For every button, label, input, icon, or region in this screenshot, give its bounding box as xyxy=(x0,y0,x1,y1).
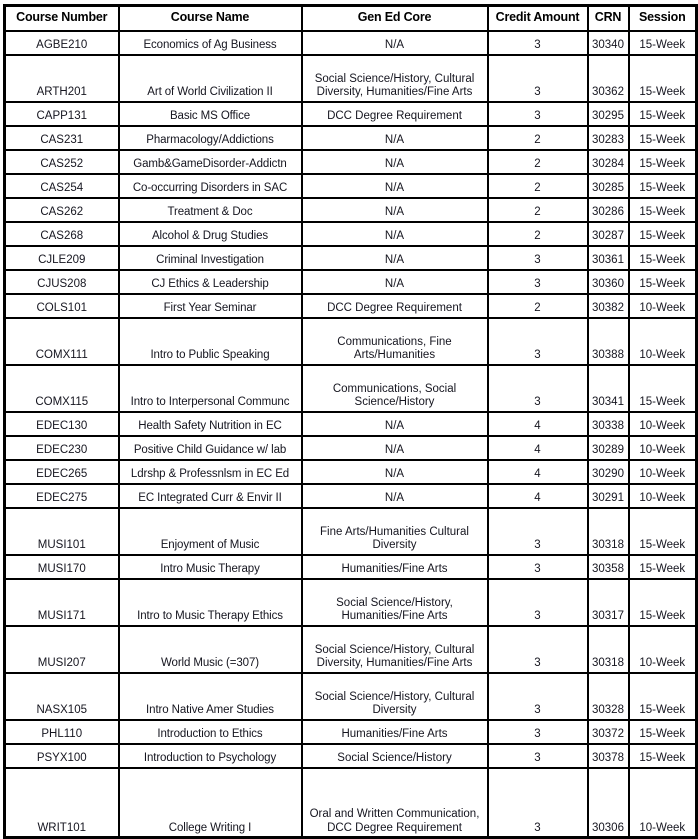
cell-credit-amount: 3 xyxy=(488,626,588,673)
cell-session: 15-Week xyxy=(629,270,697,294)
table-row[interactable] xyxy=(5,673,697,720)
cell-credit-amount: 3 xyxy=(488,246,588,270)
cell-crn: 30285 xyxy=(588,174,629,198)
cell-course-number: PHL110 xyxy=(5,720,119,744)
cell-crn: 30317 xyxy=(588,579,629,626)
cell-course-number: CAS268 xyxy=(5,222,119,246)
table-row[interactable] xyxy=(5,222,697,246)
table-row[interactable] xyxy=(5,579,697,626)
cell-crn: 30328 xyxy=(588,673,629,720)
table-row[interactable] xyxy=(5,508,697,555)
cell-session: 15-Week xyxy=(629,198,697,222)
cell-course-number: MUSI101 xyxy=(5,508,119,555)
cell-crn: 30360 xyxy=(588,270,629,294)
cell-credit-amount: 2 xyxy=(488,126,588,150)
cell-credit-amount: 3 xyxy=(488,270,588,294)
cell-credit-amount: 3 xyxy=(488,55,588,102)
cell-crn: 30286 xyxy=(588,198,629,222)
table-row[interactable] xyxy=(5,436,697,460)
cell-crn: 30287 xyxy=(588,222,629,246)
cell-credit-amount: 2 xyxy=(488,174,588,198)
table-row[interactable] xyxy=(5,31,697,55)
cell-gen-ed-core: Social Science/History, Cultural Diversity, Humanities/Fine Arts xyxy=(302,626,488,673)
cell-gen-ed-core: N/A xyxy=(302,174,488,198)
cell-session: 15-Week xyxy=(629,102,697,126)
cell-crn: 30358 xyxy=(588,555,629,579)
cell-gen-ed-core: N/A xyxy=(302,246,488,270)
cell-credit-amount: 4 xyxy=(488,484,588,508)
cell-session: 15-Week xyxy=(629,55,697,102)
cell-crn: 30284 xyxy=(588,150,629,174)
cell-credit-amount: 3 xyxy=(488,673,588,720)
table-row[interactable] xyxy=(5,102,697,126)
cell-session: 15-Week xyxy=(629,555,697,579)
cell-crn: 30361 xyxy=(588,246,629,270)
cell-crn: 30295 xyxy=(588,102,629,126)
table-row[interactable] xyxy=(5,294,697,318)
table-row[interactable] xyxy=(5,460,697,484)
cell-course-number: EDEC265 xyxy=(5,460,119,484)
cell-session: 15-Week xyxy=(629,744,697,768)
cell-course-number: COMX115 xyxy=(5,365,119,412)
cell-course-number: CAS262 xyxy=(5,198,119,222)
cell-course-number: CAS254 xyxy=(5,174,119,198)
cell-course-number: ARTH201 xyxy=(5,55,119,102)
cell-credit-amount: 3 xyxy=(488,555,588,579)
cell-gen-ed-core: Social Science/History, Cultural Diversity, Humanities/Fine Arts xyxy=(302,55,488,102)
table-row[interactable] xyxy=(5,318,697,365)
cell-crn: 30372 xyxy=(588,720,629,744)
table-body xyxy=(5,31,697,838)
table-row[interactable] xyxy=(5,270,697,294)
column-header-course-number[interactable]: Course Number xyxy=(5,6,119,31)
table-row[interactable] xyxy=(5,626,697,673)
cell-gen-ed-core: Communications, Fine Arts/Humanities xyxy=(302,318,488,365)
cell-credit-amount: 3 xyxy=(488,744,588,768)
cell-course-name: World Music (=307) xyxy=(119,626,302,673)
cell-session: 15-Week xyxy=(629,508,697,555)
cell-credit-amount: 2 xyxy=(488,222,588,246)
cell-session: 10-Week xyxy=(629,768,697,838)
column-header-crn[interactable]: CRN xyxy=(588,6,629,31)
cell-course-name: Health Safety Nutrition in EC xyxy=(119,412,302,436)
cell-gen-ed-core: Humanities/Fine Arts xyxy=(302,720,488,744)
cell-session: 15-Week xyxy=(629,579,697,626)
cell-gen-ed-core: Communications, Social Science/History xyxy=(302,365,488,412)
cell-session: 15-Week xyxy=(629,174,697,198)
cell-gen-ed-core: Social Science/History, Humanities/Fine Arts xyxy=(302,579,488,626)
cell-course-number: COMX111 xyxy=(5,318,119,365)
cell-course-name: College Writing I xyxy=(119,768,302,838)
cell-course-name: Intro to Interpersonal Communc xyxy=(119,365,302,412)
cell-credit-amount: 4 xyxy=(488,412,588,436)
cell-course-name: Intro Music Therapy xyxy=(119,555,302,579)
cell-gen-ed-core: N/A xyxy=(302,484,488,508)
cell-gen-ed-core: N/A xyxy=(302,31,488,55)
cell-course-name: Treatment & Doc xyxy=(119,198,302,222)
cell-gen-ed-core: Humanities/Fine Arts xyxy=(302,555,488,579)
cell-course-name: Positive Child Guidance w/ lab xyxy=(119,436,302,460)
table-row[interactable] xyxy=(5,55,697,102)
cell-crn: 30318 xyxy=(588,626,629,673)
cell-session: 15-Week xyxy=(629,673,697,720)
cell-credit-amount: 2 xyxy=(488,150,588,174)
cell-course-name: Ldrshp & Professnlsm in EC Ed xyxy=(119,460,302,484)
cell-course-name: Enjoyment of Music xyxy=(119,508,302,555)
cell-credit-amount: 3 xyxy=(488,768,588,838)
table-header-row xyxy=(5,6,697,31)
cell-gen-ed-core: N/A xyxy=(302,460,488,484)
cell-session: 10-Week xyxy=(629,626,697,673)
cell-gen-ed-core: Fine Arts/Humanities Cultural Diversity xyxy=(302,508,488,555)
cell-session: 15-Week xyxy=(629,126,697,150)
cell-session: 15-Week xyxy=(629,246,697,270)
table-row[interactable] xyxy=(5,555,697,579)
table-row[interactable] xyxy=(5,150,697,174)
cell-session: 15-Week xyxy=(629,720,697,744)
cell-credit-amount: 2 xyxy=(488,294,588,318)
cell-crn: 30291 xyxy=(588,484,629,508)
cell-course-number: PSYX100 xyxy=(5,744,119,768)
cell-course-number: CAPP131 xyxy=(5,102,119,126)
cell-crn: 30283 xyxy=(588,126,629,150)
cell-course-name: EC Integrated Curr & Envir II xyxy=(119,484,302,508)
table-row[interactable] xyxy=(5,412,697,436)
cell-session: 15-Week xyxy=(629,31,697,55)
cell-session: 15-Week xyxy=(629,150,697,174)
cell-course-name: Co-occurring Disorders in SAC xyxy=(119,174,302,198)
cell-course-number: CAS252 xyxy=(5,150,119,174)
cell-gen-ed-core: DCC Degree Requirement xyxy=(302,294,488,318)
table-header xyxy=(5,6,697,31)
cell-credit-amount: 2 xyxy=(488,198,588,222)
cell-course-name: Intro to Music Therapy Ethics xyxy=(119,579,302,626)
cell-course-name: Gamb&GameDisorder-Addictn xyxy=(119,150,302,174)
table-row[interactable] xyxy=(5,744,697,768)
cell-course-number: EDEC275 xyxy=(5,484,119,508)
cell-course-name: CJ Ethics & Leadership xyxy=(119,270,302,294)
cell-course-name: Introduction to Ethics xyxy=(119,720,302,744)
cell-course-number: WRIT101 xyxy=(5,768,119,838)
course-listing-table xyxy=(3,4,698,839)
cell-credit-amount: 3 xyxy=(488,579,588,626)
cell-course-number: CAS231 xyxy=(5,126,119,150)
cell-course-name: Criminal Investigation xyxy=(119,246,302,270)
cell-crn: 30378 xyxy=(588,744,629,768)
cell-course-name: Intro Native Amer Studies xyxy=(119,673,302,720)
cell-session: 10-Week xyxy=(629,460,697,484)
cell-session: 10-Week xyxy=(629,294,697,318)
table-row[interactable] xyxy=(5,174,697,198)
cell-course-name: Introduction to Psychology xyxy=(119,744,302,768)
cell-credit-amount: 4 xyxy=(488,460,588,484)
table-row[interactable] xyxy=(5,246,697,270)
cell-crn: 30306 xyxy=(588,768,629,838)
cell-course-number: AGBE210 xyxy=(5,31,119,55)
table-row[interactable] xyxy=(5,126,697,150)
cell-crn: 30388 xyxy=(588,318,629,365)
column-header-gen-ed-core[interactable]: Gen Ed Core xyxy=(302,6,488,31)
cell-credit-amount: 3 xyxy=(488,31,588,55)
cell-course-name: Art of World Civilization II xyxy=(119,55,302,102)
cell-course-number: MUSI171 xyxy=(5,579,119,626)
column-header-course-name[interactable]: Course Name xyxy=(119,6,302,31)
cell-gen-ed-core: Social Science/History xyxy=(302,744,488,768)
cell-crn: 30290 xyxy=(588,460,629,484)
cell-course-number: MUSI207 xyxy=(5,626,119,673)
cell-credit-amount: 3 xyxy=(488,365,588,412)
table-row[interactable] xyxy=(5,484,697,508)
cell-gen-ed-core: N/A xyxy=(302,270,488,294)
cell-gen-ed-core: Oral and Written Communication, DCC Degree Requirement xyxy=(302,768,488,838)
cell-credit-amount: 4 xyxy=(488,436,588,460)
table-row[interactable] xyxy=(5,768,697,838)
cell-session: 10-Week xyxy=(629,436,697,460)
cell-crn: 30382 xyxy=(588,294,629,318)
cell-session: 10-Week xyxy=(629,484,697,508)
cell-course-number: EDEC230 xyxy=(5,436,119,460)
cell-course-number: COLS101 xyxy=(5,294,119,318)
cell-credit-amount: 3 xyxy=(488,318,588,365)
cell-course-name: Pharmacology/Addictions xyxy=(119,126,302,150)
cell-course-name: First Year Seminar xyxy=(119,294,302,318)
cell-course-name: Intro to Public Speaking xyxy=(119,318,302,365)
cell-course-number: NASX105 xyxy=(5,673,119,720)
cell-gen-ed-core: N/A xyxy=(302,412,488,436)
table-row[interactable] xyxy=(5,365,697,412)
cell-gen-ed-core: N/A xyxy=(302,198,488,222)
cell-gen-ed-core: N/A xyxy=(302,436,488,460)
cell-gen-ed-core: Social Science/History, Cultural Diversity xyxy=(302,673,488,720)
table-row[interactable] xyxy=(5,198,697,222)
cell-credit-amount: 3 xyxy=(488,102,588,126)
cell-gen-ed-core: N/A xyxy=(302,150,488,174)
cell-credit-amount: 3 xyxy=(488,720,588,744)
cell-gen-ed-core: DCC Degree Requirement xyxy=(302,102,488,126)
cell-session: 15-Week xyxy=(629,222,697,246)
cell-gen-ed-core: N/A xyxy=(302,222,488,246)
cell-session: 15-Week xyxy=(629,365,697,412)
cell-course-number: CJLE209 xyxy=(5,246,119,270)
cell-crn: 30338 xyxy=(588,412,629,436)
cell-course-name: Economics of Ag Business xyxy=(119,31,302,55)
course-table-container xyxy=(3,4,695,834)
cell-course-number: EDEC130 xyxy=(5,412,119,436)
cell-crn: 30340 xyxy=(588,31,629,55)
cell-course-number: MUSI170 xyxy=(5,555,119,579)
cell-course-name: Basic MS Office xyxy=(119,102,302,126)
cell-crn: 30341 xyxy=(588,365,629,412)
cell-credit-amount: 3 xyxy=(488,508,588,555)
cell-gen-ed-core: N/A xyxy=(302,126,488,150)
cell-course-name: Alcohol & Drug Studies xyxy=(119,222,302,246)
column-header-credit-amount[interactable]: Credit Amount xyxy=(488,6,588,31)
cell-session: 10-Week xyxy=(629,318,697,365)
column-header-session[interactable]: Session xyxy=(629,6,697,31)
cell-crn: 30289 xyxy=(588,436,629,460)
cell-course-number: CJUS208 xyxy=(5,270,119,294)
cell-crn: 30318 xyxy=(588,508,629,555)
cell-session: 10-Week xyxy=(629,412,697,436)
cell-crn: 30362 xyxy=(588,55,629,102)
